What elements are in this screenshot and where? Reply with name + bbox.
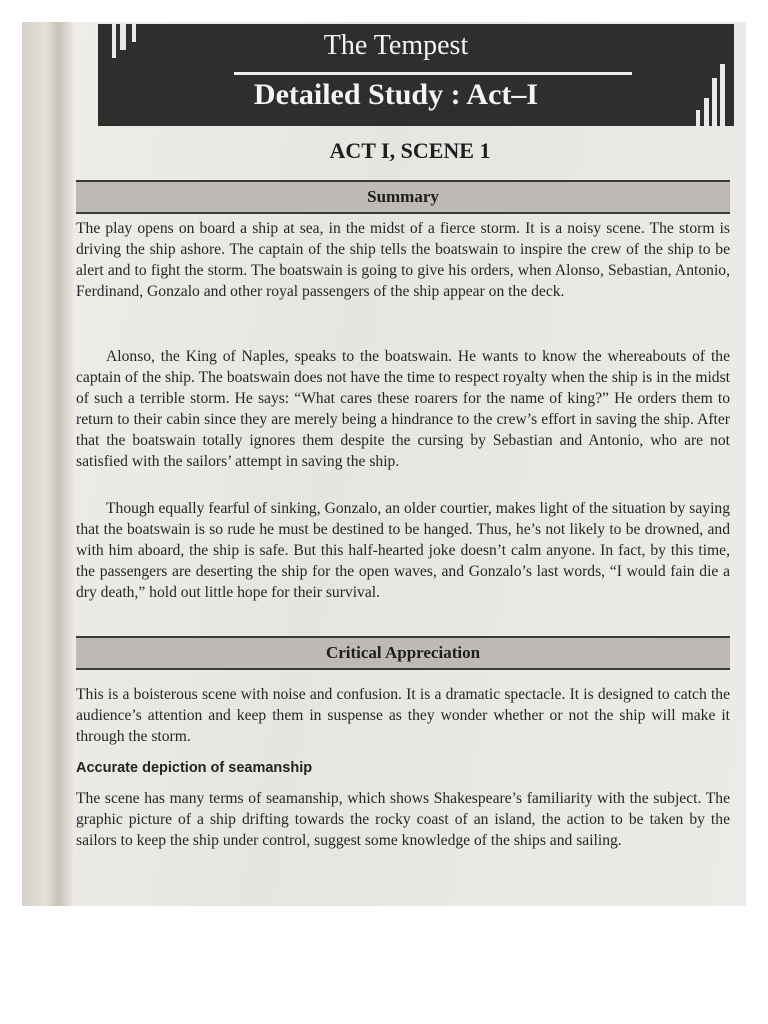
act-heading: ACT I, SCENE 1 bbox=[329, 138, 491, 163]
summary-paragraph-1: The play opens on board a ship at sea, in the midst of a fierce storm. It is a noisy scene. The storm is driving the ship ashore. The captain of the ship tells the boatswain to inspire the crew of the ship to be alert and to fight the storm. The boatswain is going to give his orders, when Alonso, Sebastian, Antonio, Ferdinand, Gonzalo and other royal passengers of the ship appear on the deck. bbox=[76, 220, 730, 300]
banner-decoration-right bbox=[696, 110, 700, 126]
title-banner bbox=[98, 24, 734, 126]
study-title: Detailed Study : Act–I bbox=[253, 78, 539, 111]
banner-decoration-right bbox=[720, 64, 725, 126]
summary-heading: Summary bbox=[367, 187, 439, 206]
book-binding bbox=[22, 22, 74, 906]
seamanship-subheading: Accurate depiction of seamanship bbox=[76, 760, 313, 776]
seamanship-paragraph: The scene has many terms of seamanship, which shows Shakespeare’s familiarity with the subject. The graphic picture of a ship drifting towards the rocky coast of an island, the action to be taken by the sailors to keep the ship under control, suggest some knowledge of the ships and sailing. bbox=[76, 790, 730, 849]
book-page-photo bbox=[22, 22, 746, 906]
critical-heading-bar bbox=[76, 636, 730, 670]
summary-paragraph-2: Alonso, the King of Naples, speaks to the boatswain. He wants to know the whereabouts of the captain of the ship. The boatswain does not have the time to respect royalty when the ship is in the midst of such a terrible storm. He says: “What cares these roarers for the name of king?” He orders them to return to their cabin since they are merely being a hindrance to the crew’s effort in saving the ship. After that the boatswain totally ignores them despite the cursing by Sebastian and Antonio, who are not satisfied with the sailors’ attempt in saving the ship. bbox=[76, 348, 730, 470]
page bbox=[74, 22, 746, 906]
critical-heading: Critical Appreciation bbox=[325, 643, 481, 662]
banner-rule bbox=[234, 72, 632, 75]
summary-paragraph-3: Though equally fearful of sinking, Gonzalo, an older courtier, makes light of the situation by saying that the boatswain is so rude he must be destined to be hanged. Thus, he’s not likely to be drowned, and with him aboard, the ship is safe. But this half-hearted joke doesn’t calm anyone. In fact, by this time, the passengers are deserting the ship for the open waves, and Gonzalo’s last words, “I would fain die a dry death,” hold out little hope for their survival. bbox=[76, 500, 730, 601]
critical-paragraph: This is a boisterous scene with noise and confusion. It is a dramatic spectacle. It is designed to catch the audience’s attention and keep them in suspense as they wonder whether or not the ship will make it through the storm. bbox=[76, 686, 730, 745]
summary-heading-bar bbox=[76, 180, 730, 214]
book-title: The Tempest bbox=[323, 30, 469, 61]
